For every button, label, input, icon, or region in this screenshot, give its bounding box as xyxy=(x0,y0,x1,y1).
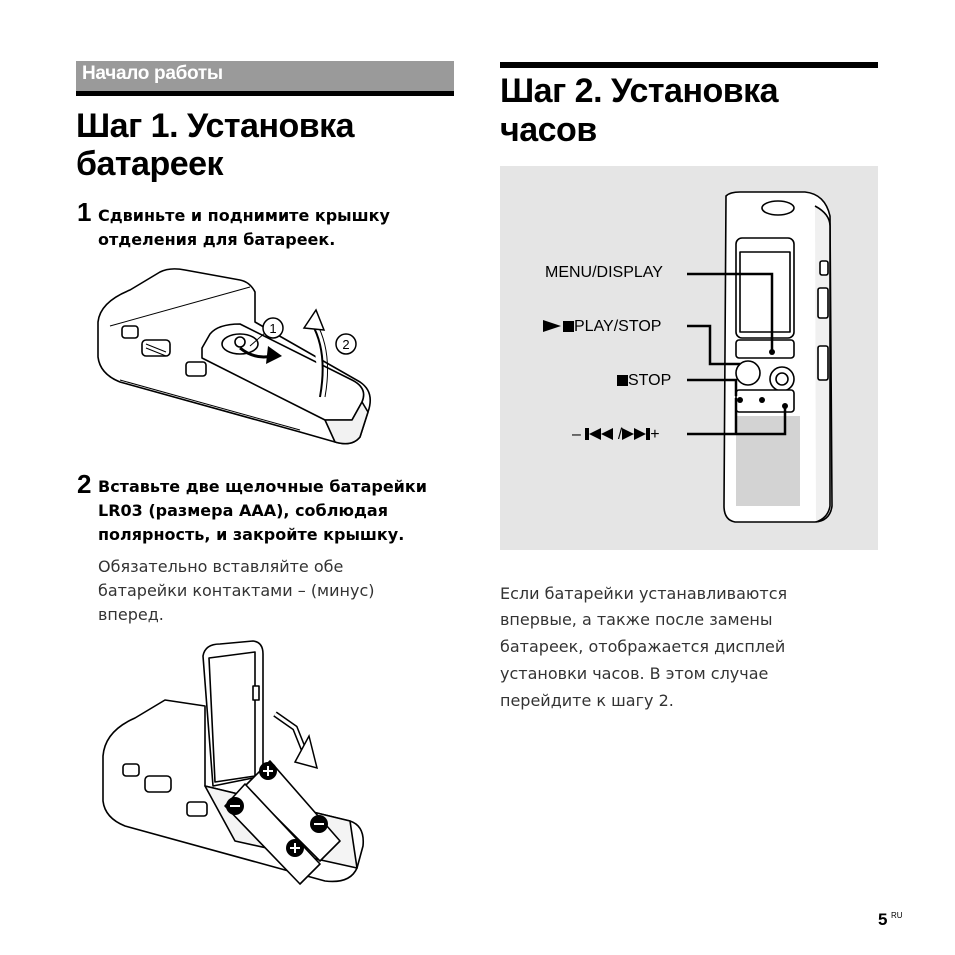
rewind-icon-2 xyxy=(601,428,613,440)
battery-positive-mark-2 xyxy=(286,839,304,857)
callout-circle-1 xyxy=(263,318,283,338)
step1-title-line2: батареек xyxy=(76,145,224,183)
callout-circle-2 xyxy=(336,334,356,354)
skip-label xyxy=(572,426,660,444)
step2-note-line1: Обязательно вставляйте обе xyxy=(98,557,344,576)
stop-square-icon xyxy=(617,375,628,386)
step2-paragraph-line5: перейдите к шагу 2. xyxy=(500,691,674,710)
rewind-icon xyxy=(589,428,601,440)
skip-minus-sign: – xyxy=(572,426,581,443)
step2-paragraph-line1: Если батарейки устанавливаются xyxy=(500,584,788,603)
menu-display-label: MENU/DISPLAY xyxy=(545,264,663,281)
step1-number: 1 xyxy=(77,197,92,227)
step2-title-line2: часов xyxy=(500,111,597,149)
title-rule xyxy=(500,62,878,68)
step2-note-line3: вперед. xyxy=(98,605,164,624)
stop-label xyxy=(617,372,671,390)
step2-number: 2 xyxy=(77,469,92,499)
step2-title-line1: Шаг 2. Установка xyxy=(500,72,779,110)
battery-negative-mark-2 xyxy=(226,797,244,815)
step2-instruction-line2: LR03 (размера AAA), соблюдая xyxy=(98,501,388,520)
figure-open-cover xyxy=(90,262,380,457)
stop-icon xyxy=(563,321,574,332)
callout-label-1: 1 xyxy=(269,321,277,336)
step1-title-line1: Шаг 1. Установка xyxy=(76,107,355,145)
step2-note-line2: батарейки контактами – (минус) xyxy=(98,581,375,600)
step2-paragraph-line4: установки часов. В этом случае xyxy=(500,664,769,683)
slash-separator: / xyxy=(617,426,623,443)
fast-forward-icon-2 xyxy=(634,428,646,440)
page-number: 5 xyxy=(878,910,888,929)
play-icon xyxy=(543,320,561,332)
step2-paragraph-line3: батареек, отображается дисплей xyxy=(500,637,786,656)
battery-negative-mark-1 xyxy=(310,815,328,833)
stop-text: STOP xyxy=(628,372,672,389)
play-stop-text: PLAY/STOP xyxy=(574,318,662,335)
step2-instruction-line1: Вставьте две щелочные батарейки xyxy=(98,477,427,496)
step1-instruction-line1: Сдвиньте и поднимите крышку xyxy=(98,206,390,225)
step2-instruction-line3: полярность, и закройте крышку. xyxy=(98,525,405,544)
section-label: Начало работы xyxy=(82,63,223,84)
page-language-code: RU xyxy=(891,911,903,920)
fast-forward-icon xyxy=(622,428,634,440)
callout-label-2: 2 xyxy=(342,337,350,352)
play-stop-label xyxy=(543,318,661,336)
skip-plus-sign: + xyxy=(650,426,660,443)
figure-insert-batteries xyxy=(95,636,370,891)
battery-positive-mark-1 xyxy=(259,762,277,780)
step1-instruction-line2: отделения для батареек. xyxy=(98,230,336,249)
recorder-front-figure xyxy=(500,166,878,550)
step2-paragraph-line2: впервые, а также после замены xyxy=(500,610,773,629)
